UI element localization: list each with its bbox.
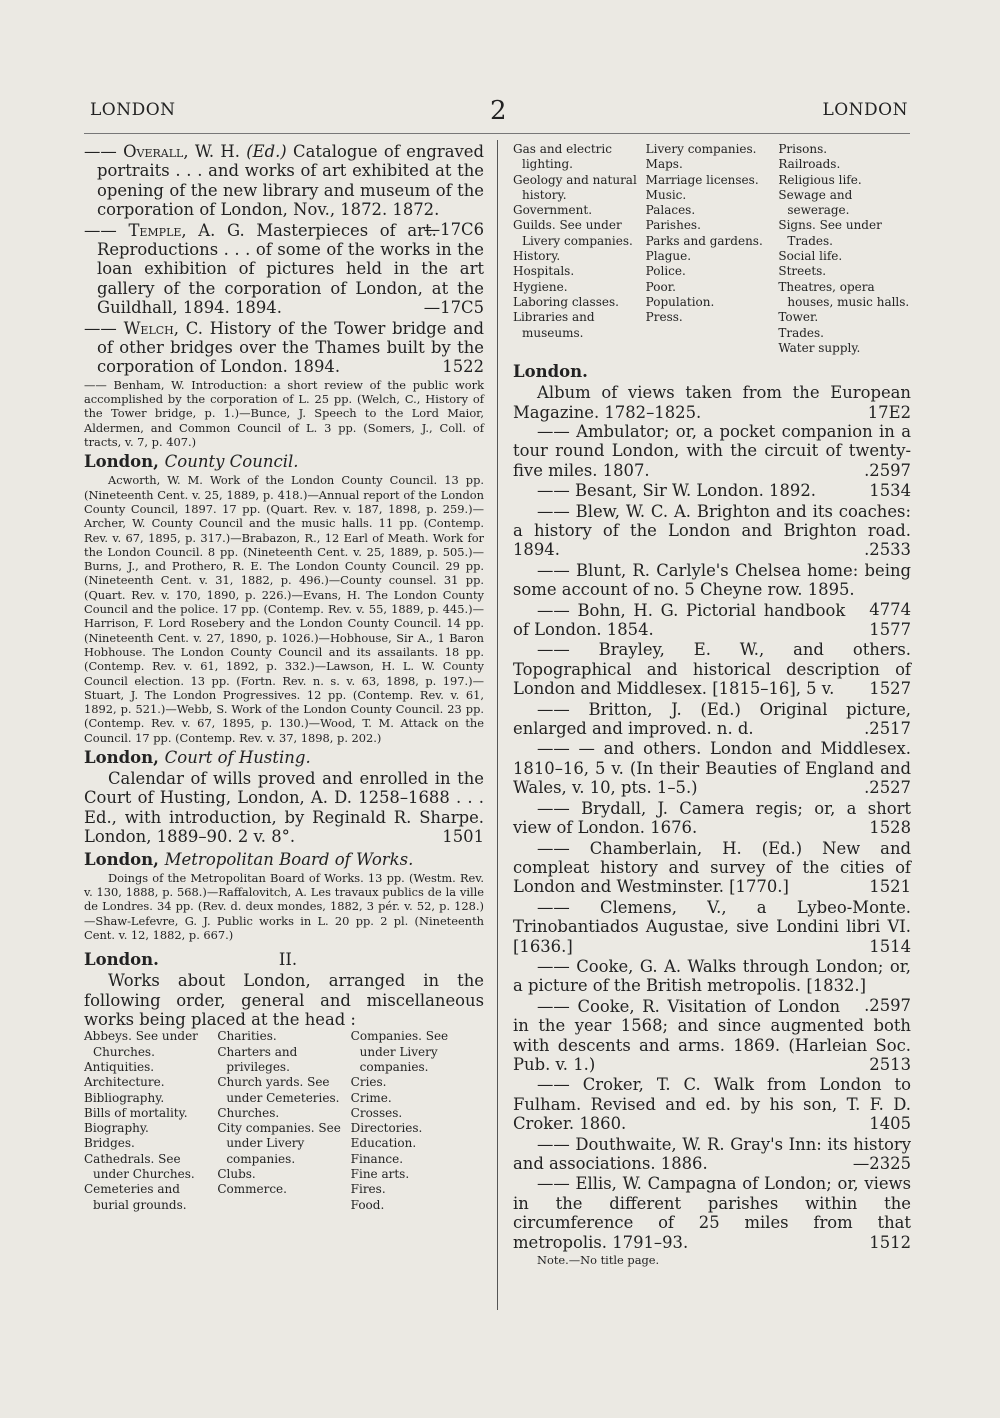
subject-item: Libraries and museums.	[513, 310, 595, 340]
entry-text: —— Cooke, G. A. Walks through London; or, a picture of the British metropolis. [1832.]	[513, 956, 911, 996]
heading-court-of-husting	[84, 748, 484, 767]
subject-item: Religious life.	[778, 172, 862, 187]
subject-item: Cemeteries and burial grounds.	[84, 1182, 187, 1212]
subject-item: Commerce.	[217, 1182, 287, 1197]
entry-ref: 1405	[869, 1114, 911, 1134]
catalog-entry	[84, 319, 484, 377]
catalog-entry	[513, 560, 911, 619]
album-entry	[513, 383, 911, 422]
running-head-right: LONDON	[822, 100, 908, 120]
subject-item: Education.	[350, 1136, 417, 1151]
entry-author: Temple, A. G.	[128, 220, 245, 240]
heading-sub: Metropolitan Board of Works.	[164, 849, 414, 869]
subject-item: Biography.	[84, 1121, 149, 1136]
entry-ref: .2533	[864, 540, 911, 560]
subject-item: Finance.	[350, 1151, 404, 1166]
catalog-entry	[513, 1174, 911, 1252]
entry-ref: —2325	[852, 1154, 911, 1173]
subject-item: Crosses.	[350, 1105, 403, 1120]
husting-entry	[84, 769, 484, 847]
subject-column	[646, 142, 779, 356]
heading-london: London.	[513, 362, 588, 382]
subject-item: Plague.	[645, 249, 692, 264]
subject-item: Charities.	[217, 1029, 277, 1044]
subject-item: Police.	[645, 264, 686, 279]
entry-dash: ——	[84, 318, 117, 338]
subject-item: Bridges.	[84, 1136, 135, 1151]
subject-item: Fine arts.	[350, 1167, 410, 1181]
subject-item: Cries.	[350, 1075, 387, 1090]
entry-text: —— Besant, Sir W. London. 1892.	[537, 481, 816, 501]
subject-item: Bibliography.	[84, 1090, 165, 1105]
subject-item: Streets.	[778, 264, 827, 279]
subject-item: Sewage and sewerage.	[778, 187, 853, 218]
entry-ref: —17C6	[423, 219, 484, 239]
catalog-entry	[513, 640, 911, 698]
subject-item: Railroads.	[778, 157, 841, 172]
entry-dash: ——	[84, 220, 117, 240]
subject-list-left	[84, 1029, 484, 1213]
heading-london-ii	[84, 950, 484, 969]
subject-item: Fires.	[350, 1182, 386, 1197]
subject-item: Gas and electric lighting.	[513, 142, 612, 172]
subject-item: Church yards. See under Cemeteries.	[217, 1075, 340, 1105]
subject-item: Parishes.	[645, 218, 701, 233]
subject-item: Hospitals.	[513, 264, 575, 279]
heading-main: London.	[84, 950, 159, 970]
running-head-left: LONDON	[90, 100, 176, 120]
subject-list-right	[513, 142, 911, 356]
catalog-entry	[513, 700, 911, 739]
entry-text: Album of views taken from the European Magazine. 1782–1825.	[513, 383, 911, 422]
subject-item: Poor.	[645, 279, 676, 294]
subject-item: Cathedrals. See under Churches.	[84, 1151, 195, 1181]
subject-item: Guilds. See under Livery companies.	[513, 218, 633, 248]
entry-text: —— Britton, J. (Ed.) Original picture, enlarged and improved. n. d.	[513, 699, 911, 739]
subject-column	[351, 1029, 484, 1213]
entry-ref: 4774	[869, 599, 911, 619]
entry-text: —— Clemens, V., a Lybeo-Monte. Trinobantiados Augustae, sive Londini libri VI. [1636.]	[513, 897, 911, 956]
catalog-entry	[513, 1075, 911, 1133]
entry-text: —— Douthwaite, W. R. Gray's Inn: its history and associations. 1886.	[513, 1134, 911, 1173]
entry-author: Overall, W. H.	[123, 142, 240, 161]
subject-item: Parks and gardens.	[645, 233, 763, 248]
catalog-entry	[513, 739, 911, 797]
subject-item: Crime.	[350, 1090, 392, 1105]
catalog-entry	[513, 481, 911, 500]
subject-item: Marriage licenses.	[645, 172, 759, 187]
subject-item: Geology and natural history.	[513, 172, 637, 202]
subject-item: History.	[513, 249, 561, 264]
entry-ref: 17E2	[867, 402, 911, 422]
heading-metropolitan-board	[84, 850, 484, 869]
entry-text: Catalogue of engraved portraits . . . and works of art exhibited at the opening of the new library and museum of the corporation of London, Nov., 1872. 1872.	[97, 142, 484, 220]
entry-ref: 1577	[869, 620, 911, 640]
subject-column	[778, 142, 911, 356]
entry-ref: 1521	[869, 877, 911, 897]
column-rule	[497, 140, 498, 1310]
entry-text: —— Croker, T. C. Walk from London to Fulham. Revised and ed. by his son, T. F. D. Croker. 1860.	[513, 1075, 911, 1134]
entry-dash: ——	[84, 142, 117, 161]
subject-column	[84, 1029, 217, 1213]
entry-ref: 1528	[869, 818, 911, 838]
entry-text: —— Blew, W. C. A. Brighton and its coaches: a history of the London and Brighton road. 1894.	[513, 501, 911, 560]
entry-ref: .2597	[864, 995, 911, 1015]
mbw-refs: Doings of the Metropolitan Board of Works. 13 pp. (Westm. Rev. v. 130, 1888, p. 568.)—Raffalovitch, A. Les travaux publics de la ville de Londres. 34 pp. (Rev. d. deux mondes, 1882, 3 pér. v. 52, p. 128.)—Shaw-Lefevre, G. J. Public works in L. 20 pp. 2 pl. (Nineteenth Cent. v. 12, 1882, p. 667.)	[84, 870, 484, 942]
entry-ref: 1522	[442, 357, 484, 377]
subject-item: Trades.	[778, 325, 824, 340]
subject-item: Music.	[645, 187, 687, 202]
catalog-entry	[513, 1135, 911, 1174]
entry-ref: 1527	[869, 679, 911, 699]
subject-item: Livery companies.	[645, 142, 757, 156]
header-rule	[84, 133, 910, 134]
heading-main: London,	[84, 452, 159, 472]
entry-text: —— Cooke, R. Visitation of London in the year 1568; and since augmented both with descents and arms. 1869. (Harleian Soc. Pub. v. 1.)	[513, 996, 911, 1074]
entry-ref: 1514	[869, 936, 911, 956]
heading-main: London,	[84, 748, 159, 767]
subject-item: Abbeys. See under Churches.	[84, 1029, 198, 1059]
heading-number: II.	[278, 950, 298, 970]
subject-item: Directories.	[350, 1121, 423, 1136]
entry-ref: 1501	[442, 827, 484, 847]
entry-author: Welch, C.	[123, 318, 203, 338]
note: Note.—No title page.	[537, 1253, 660, 1268]
entry-ref: 2513	[869, 1054, 911, 1074]
heading-main: London,	[84, 849, 159, 869]
entry-text: —— Bohn, H. G. Pictorial handbook of London. 1854.	[513, 600, 846, 640]
catalog-entry	[513, 422, 911, 480]
entry-text: Calendar of wills proved and enrolled in the Court of Husting, London, A. D. 1258–1688 . . . Ed., with introduction, by Reginald R. Sharpe. London, 1889–90. 2 v. 8°.	[84, 769, 484, 847]
subject-item: Companies. See under Livery companies.	[350, 1029, 449, 1074]
right-entries	[513, 422, 911, 1252]
subject-item: Prisons.	[778, 142, 828, 156]
catalog-entry	[513, 839, 911, 897]
entry-text: Masterpieces of art. Reproductions . . . of some of the works in the loan exhibition of pictures held in the art gallery of the corporation of London, at the Guildhall, 1894. 1894.	[97, 220, 484, 318]
entry-text: History of the Tower bridge and of other bridges over the Thames built by the corporation of London. 1894.	[97, 318, 484, 377]
catalog-entry	[513, 502, 911, 560]
subject-item: Hygiene.	[513, 279, 568, 294]
left-column	[84, 142, 484, 1213]
subject-column	[217, 1029, 350, 1213]
subject-item: Signs. See under Trades.	[778, 218, 882, 248]
heading-sub: Court of Husting.	[164, 748, 311, 767]
heading-county-council	[84, 452, 484, 471]
subject-item: Press.	[645, 310, 683, 325]
subject-item: Churches.	[217, 1105, 280, 1120]
subject-item: Tower.	[778, 310, 819, 325]
benham-note: —— Benham, W. Introduction: a short review of the public work accomplished by the corporation of L. 25 pp. (Welch, C., History of the Tower bridge, p. 1.)—Bunce, J. Speech to the Lord Maior, Aldermen, and Common Council of L. 3 pp. (Somers, J., Coll. of tracts, v. 7, p. 407.)	[84, 377, 484, 450]
subject-column	[513, 142, 646, 356]
entry-ref: 1512	[869, 1232, 911, 1252]
entry-text: —— Brydall, J. Camera regis; or, a short view of London. 1676.	[513, 798, 911, 838]
subject-item: City companies. See under Livery companies.	[217, 1121, 341, 1166]
entry-ref: —17C5	[423, 298, 484, 318]
subject-item: Maps.	[645, 157, 683, 172]
heading-sub: County Council.	[164, 452, 299, 472]
entry-ref: .2597	[864, 460, 911, 480]
page-number: 2	[490, 96, 508, 126]
entry-text: —— Blunt, R. Carlyle's Chelsea home: being some account of no. 5 Cheyne row. 1895.	[513, 560, 911, 600]
county-council-refs: Acworth, W. M. Work of the London County Council. 13 pp. (Nineteenth Cent. v. 25, 1889, p. 418.)—Annual report of the London County Council, 1897. 17 pp. (Quart. Rev. v. 187, 1898, p. 259.)—Archer, W. County Council and the music halls. 11 pp. (Contemp. Rev. v. 67, 1895, p. 317.)—Brabazon, R., 12 Earl of Meath. Work for the London Council. 8 pp. (Nineteenth Cent. v. 25, 1889, p. 505.)—Burns, J., and Prothero, R. E. The London County Council. 29 pp. (Nineteenth Cent. v. 31, 1882, p. 496.)—County counsel. 31 pp. (Quart. Rev. v. 170, 1890, p. 226.)—Evans, H. The London County Council and the police. 17 pp. (Contemp. Rev. v. 55, 1889, p. 445.)—Harrison, F. Lord Rosebery and the London County Council. 14 pp. (Nineteenth Cent. v. 27, 1890, p. 1026.)—Hobhouse, Sir A., 1 Baron Hobhouse. The London County Council and its assailants. 18 pp. (Contemp. Rev. v. 61, 1892, p. 332.)—Lawson, H. L. W. County Council election. 13 pp. (Fortn. Rev. n. s. v. 63, 1898, p. 197.)—Stuart, J. The London Progressives. 12 pp. (Contemp. Rev. v. 61, 1892, p. 521.)—Webb, S. Work of the London County Council. 23 pp. (Contemp. Rev. v. 67, 1895, p. 130.)—Wood, T. M. Attack on the Council. 17 pp. (Contemp. Rev. v. 37, 1898, p. 202.)	[84, 473, 484, 745]
catalog-entry	[513, 898, 911, 956]
entry-text: —— Ambulator; or, a pocket companion in a tour round London, with the circuit of twenty-five miles. 1807.	[513, 421, 911, 480]
catalog-entry	[513, 799, 911, 838]
entry-text: —— Brayley, E. W., and others. Topographical and historical description of London and Middlesex. [1815–16], 5 v.	[513, 640, 911, 699]
entry-editor: (Ed.)	[246, 142, 287, 161]
subject-item: Palaces.	[645, 203, 696, 218]
subject-item: Theatres, opera houses, music halls.	[778, 279, 910, 309]
subject-item: Food.	[350, 1197, 385, 1212]
entry-ref: .2527	[864, 778, 911, 798]
subject-item: Social life.	[778, 249, 843, 264]
subject-item: Government.	[513, 203, 593, 218]
left-entries	[84, 142, 484, 377]
entry-ref: 1534	[869, 481, 911, 501]
subject-item: Bills of mortality.	[84, 1105, 188, 1120]
subject-item: Laboring classes.	[513, 294, 619, 309]
right-column	[513, 142, 911, 1267]
entry-text: —— — and others. London and Middlesex. 1810–16, 5 v. (In their Beauties of England and Wales, v. 10, pts. 1–5.)	[513, 739, 911, 798]
catalog-entry	[84, 221, 484, 318]
works-intro: Works about London, arranged in the following order, general and miscellaneous works being placed at the head :	[84, 971, 484, 1029]
subject-item: Antiquities.	[84, 1059, 155, 1074]
subject-item: Population.	[645, 294, 715, 309]
subject-item: Clubs.	[217, 1167, 256, 1181]
entry-text: —— Chamberlain, H. (Ed.) New and compleat history and survey of the cities of London and Westminster. [1770.]	[513, 838, 911, 897]
entry-text: —— Ellis, W. Campagna of London; or, views in the different parishes within the circumference of 25 miles from that metropolis. 1791–93.	[513, 1174, 911, 1252]
subject-item: Water supply.	[778, 340, 861, 355]
entry-ref: .2517	[864, 719, 911, 739]
subject-item: Charters and privileges.	[217, 1044, 298, 1074]
subject-item: Architecture.	[84, 1075, 165, 1090]
catalog-entry	[513, 956, 911, 1015]
